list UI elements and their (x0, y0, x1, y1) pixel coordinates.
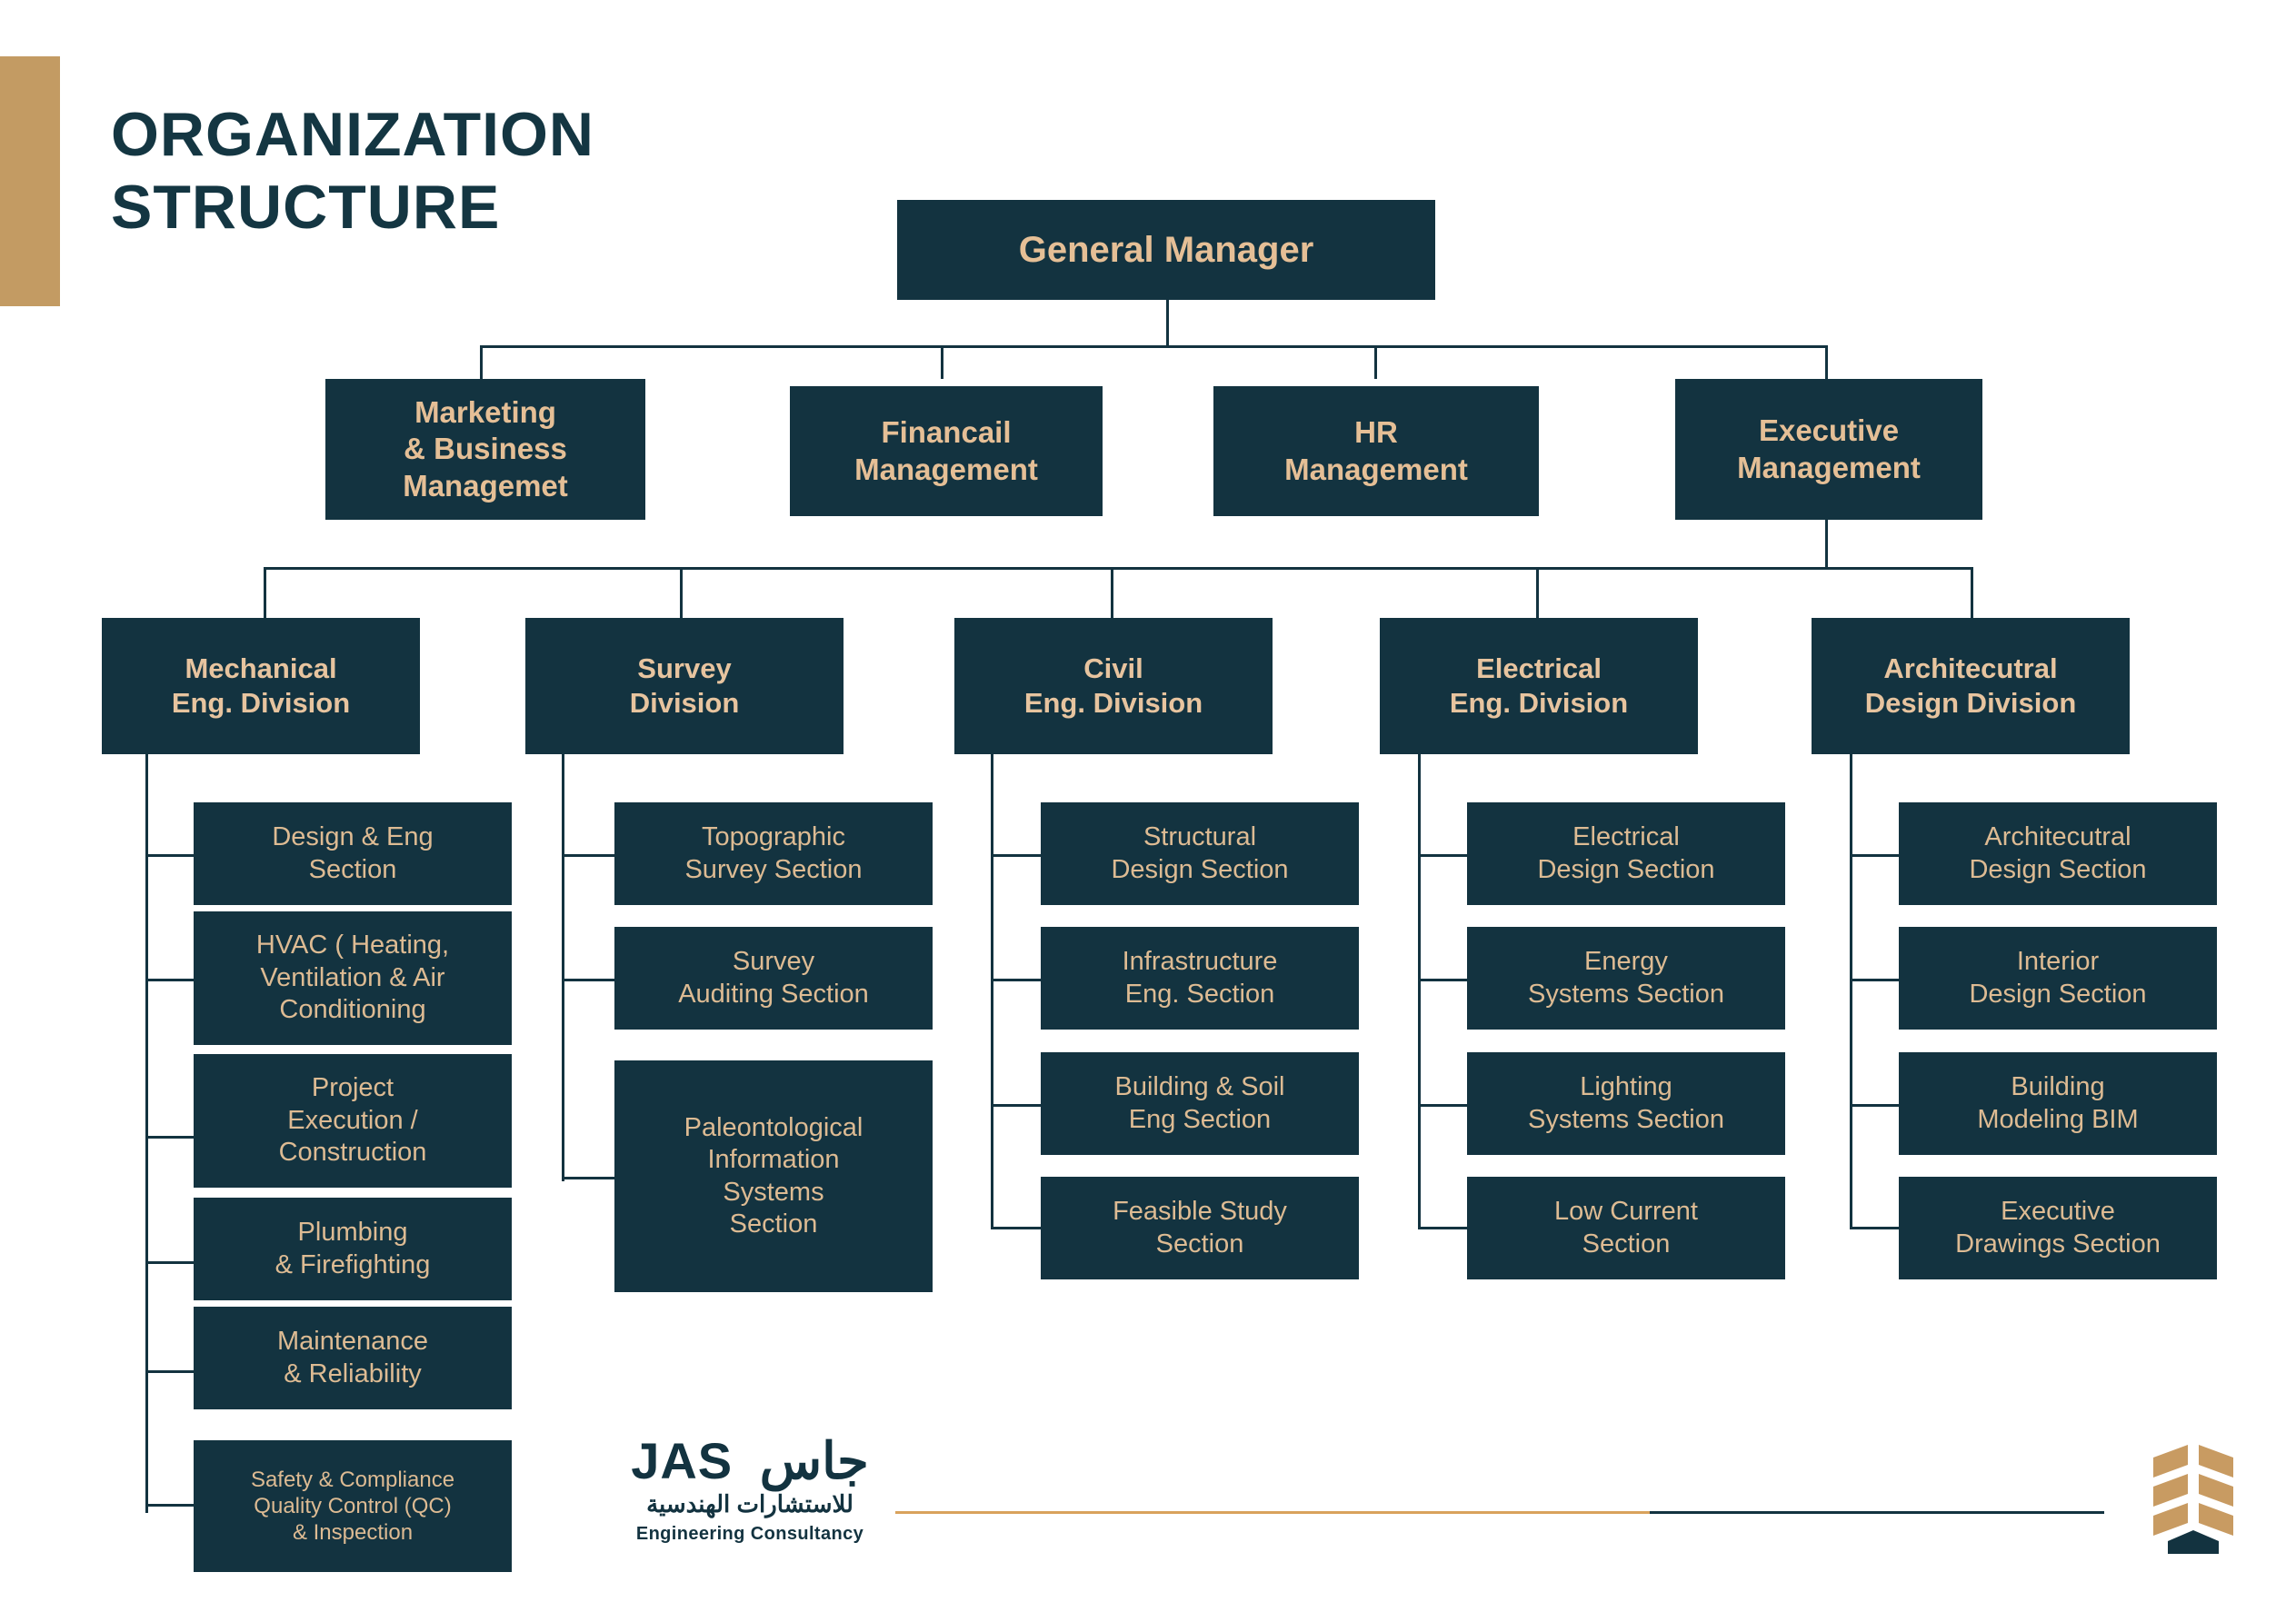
node-electrical-section-design[interactable] (1467, 802, 1785, 905)
connector-survey-branch-2 (562, 979, 614, 981)
connector-mech-branch-3 (145, 1136, 194, 1139)
label-line-1: Infrastructure (1122, 947, 1278, 977)
node-financial-line-1: Financail (881, 415, 1012, 450)
footer-rule-gold (895, 1511, 1650, 1514)
label-line-2: Eng Section (1128, 1104, 1272, 1134)
node-mech-section-maintenance-reliability[interactable] (194, 1307, 512, 1409)
logo-english-subtitle: Engineering Consultancy (635, 1524, 864, 1544)
connector-elec-branch-4 (1418, 1227, 1467, 1229)
label-line-1: Maintenance (276, 1327, 429, 1357)
connector-gm-down (1166, 300, 1169, 345)
node-architectural-design-division[interactable] (1812, 618, 2130, 754)
node-financial-management[interactable] (790, 386, 1103, 516)
label-line-1: Survey (732, 947, 815, 977)
label-line-1: Topographic (702, 822, 845, 852)
node-architectural-section-executive-drawings[interactable] (1899, 1177, 2217, 1279)
label-line-2: & Reliability (284, 1358, 422, 1388)
connector-civil-branch-4 (991, 1227, 1041, 1229)
node-mech-section-safety-compliance[interactable] (194, 1440, 512, 1572)
connector-mech-branch-5 (145, 1370, 194, 1373)
logo-latin-text: JAS (631, 1432, 734, 1489)
label-line-2: Design Section (1969, 979, 2147, 1009)
node-civil-section-feasible-study[interactable] (1041, 1177, 1359, 1279)
label-line-1: Executive (2001, 1197, 2115, 1227)
building-logo-icon (2141, 1434, 2268, 1561)
label-line-3: Conditioning (279, 995, 426, 1025)
label-line-2: Eng. Section (1124, 979, 1275, 1009)
node-architectural-line-1: Architecutral (1883, 652, 2058, 685)
label-line-2: Execution / (287, 1105, 418, 1135)
node-marketing-line-1: Marketing (414, 395, 556, 430)
connector-to-civil (1111, 567, 1113, 618)
label-line-2: Information (707, 1145, 840, 1175)
label-line-1: Architecutral (1984, 822, 2131, 852)
node-marketing-business-management[interactable] (325, 379, 645, 520)
label-line-1: Paleontological (684, 1112, 863, 1142)
node-mechanical-line-1: Mechanical (185, 652, 337, 685)
connector-elec-branch-1 (1418, 854, 1467, 857)
connector-mech-branch-4 (145, 1261, 194, 1264)
label-line-1: Feasible Study (1113, 1197, 1287, 1227)
label-line-2: Section (308, 854, 397, 884)
label-line-1: Lighting (1580, 1072, 1672, 1102)
node-architectural-section-interior-design[interactable] (1899, 927, 2217, 1030)
connector-elec-spine (1418, 754, 1421, 1227)
connector-to-survey (680, 567, 683, 618)
label-line-2: Systems Section (1528, 1104, 1724, 1134)
connector-to-marketing (480, 345, 483, 379)
node-hr-management[interactable] (1213, 386, 1539, 516)
logo-arabic-text: جاس (759, 1432, 869, 1489)
node-survey-line-2: Division (629, 687, 740, 719)
label-line-1: Plumbing (297, 1218, 408, 1248)
node-general-manager-label: General Manager (1018, 229, 1314, 270)
connector-civil-branch-2 (991, 979, 1041, 981)
label-line-2: Design Section (1537, 854, 1715, 884)
label-line-3: & Inspection (292, 1520, 414, 1546)
node-architectural-section-building-modeling-bim[interactable] (1899, 1052, 2217, 1155)
label-line-1: Structural (1143, 822, 1257, 852)
logo-arabic-subtitle: للاستشارات الهندسية (646, 1490, 854, 1518)
label-line-2: & Firefighting (275, 1249, 431, 1279)
page-title-line1: ORGANIZATION (111, 100, 595, 169)
node-executive-line-1: Executive (1758, 413, 1900, 448)
connector-mech-spine (145, 754, 148, 1513)
label-line-2: Quality Control (QC) (254, 1493, 452, 1518)
connector-arch-branch-1 (1850, 854, 1899, 857)
node-survey-division[interactable] (525, 618, 844, 754)
label-line-1: Building & Soil (1114, 1072, 1285, 1102)
node-mech-section-design-eng[interactable] (194, 802, 512, 905)
node-mechanical-eng-division[interactable] (102, 618, 420, 754)
label-line-1: Project (311, 1073, 394, 1103)
label-line-1: Building (2011, 1072, 2105, 1102)
connector-to-mechanical (264, 567, 266, 618)
label-line-1: Electrical (1572, 822, 1680, 852)
label-line-2: Systems Section (1528, 979, 1724, 1009)
label-line-3: Systems (723, 1177, 824, 1207)
label-line-2: Survey Section (684, 854, 863, 884)
connector-elec-branch-2 (1418, 979, 1467, 981)
connector-mech-branch-1 (145, 854, 194, 857)
node-hr-line-2: Management (1284, 452, 1468, 486)
connector-arch-spine (1850, 754, 1852, 1227)
label-line-1: Energy (1584, 947, 1668, 977)
label-line-2: Design Section (1969, 854, 2147, 884)
connector-level2-bus (480, 345, 1828, 348)
connector-survey-spine (562, 754, 564, 1181)
node-marketing-line-2: & Business (404, 432, 567, 466)
label-line-2: Section (1582, 1229, 1671, 1259)
node-electrical-section-lighting-systems[interactable] (1467, 1052, 1785, 1155)
node-architectural-line-2: Design Division (1864, 687, 2077, 719)
node-electrical-eng-division[interactable] (1380, 618, 1698, 754)
node-mech-section-plumbing-firefighting[interactable] (194, 1198, 512, 1300)
connector-exec-down (1825, 520, 1828, 567)
node-civil-eng-division[interactable] (954, 618, 1273, 754)
page-title-line2: STRUCTURE (111, 173, 501, 243)
label-line-4: Section (729, 1209, 818, 1239)
node-civil-line-1: Civil (1083, 652, 1143, 685)
connector-to-executive (1825, 345, 1828, 379)
connector-civil-branch-1 (991, 854, 1041, 857)
node-electrical-line-2: Eng. Division (1449, 687, 1629, 719)
node-financial-line-2: Management (854, 452, 1038, 486)
node-electrical-section-low-current[interactable] (1467, 1177, 1785, 1279)
label-line-1: HVAC ( Heating, (255, 930, 450, 960)
label-line-3: Construction (278, 1138, 427, 1168)
connector-survey-branch-3 (562, 1177, 614, 1179)
node-executive-management[interactable] (1675, 379, 1982, 520)
connector-to-financial (941, 345, 943, 379)
node-civil-line-2: Eng. Division (1023, 687, 1203, 719)
logo-wordmark (618, 1432, 882, 1489)
node-electrical-line-1: Electrical (1476, 652, 1602, 685)
label-line-2: Design Section (1111, 854, 1289, 884)
node-mech-section-hvac[interactable] (194, 911, 512, 1045)
connector-to-hr (1374, 345, 1377, 379)
connector-arch-branch-4 (1850, 1227, 1899, 1229)
label-line-1: Design & Eng (272, 822, 434, 852)
connector-elec-branch-3 (1418, 1104, 1467, 1107)
node-general-manager[interactable] (897, 200, 1435, 300)
connector-to-electrical (1536, 567, 1539, 618)
label-line-1: Safety & Compliance (250, 1467, 455, 1492)
connector-divisions-bus (264, 567, 1972, 570)
node-executive-line-2: Management (1737, 450, 1921, 484)
connector-survey-branch-1 (562, 854, 614, 857)
node-architectural-section-design[interactable] (1899, 802, 2217, 905)
connector-mech-branch-2 (145, 979, 194, 981)
node-marketing-line-3: Managemet (403, 468, 568, 503)
connector-to-architectural (1971, 567, 1973, 618)
node-civil-section-infrastructure-eng[interactable] (1041, 927, 1359, 1030)
node-civil-section-building-soil-eng[interactable] (1041, 1052, 1359, 1155)
connector-civil-branch-3 (991, 1104, 1041, 1107)
node-survey-line-1: Survey (637, 652, 732, 685)
page-title (111, 98, 802, 244)
company-logo (618, 1432, 882, 1545)
connector-arch-branch-2 (1850, 979, 1899, 981)
label-line-2: Section (1155, 1229, 1244, 1259)
label-line-2: Ventilation & Air (260, 962, 445, 992)
label-line-2: Drawings Section (1955, 1229, 2161, 1259)
node-civil-section-structural-design[interactable] (1041, 802, 1359, 905)
label-line-1: Interior (2016, 947, 2100, 977)
node-mechanical-line-2: Eng. Division (171, 687, 351, 719)
connector-arch-branch-3 (1850, 1104, 1899, 1107)
node-mech-section-project-execution[interactable] (194, 1054, 512, 1188)
connector-mech-branch-6 (145, 1504, 194, 1507)
node-survey-section-topographic[interactable] (614, 802, 933, 905)
node-electrical-section-energy-systems[interactable] (1467, 927, 1785, 1030)
label-line-1: Low Current (1554, 1197, 1698, 1227)
label-line-2: Modeling BIM (1977, 1104, 2139, 1134)
label-line-2: Auditing Section (678, 979, 869, 1009)
footer-rule-dark (1650, 1511, 2104, 1514)
title-accent-bar (0, 56, 60, 306)
node-survey-section-paleontological-info-systems[interactable] (614, 1060, 933, 1292)
node-hr-line-1: HR (1354, 415, 1398, 450)
node-survey-section-auditing[interactable] (614, 927, 933, 1030)
connector-civil-spine (991, 754, 993, 1227)
